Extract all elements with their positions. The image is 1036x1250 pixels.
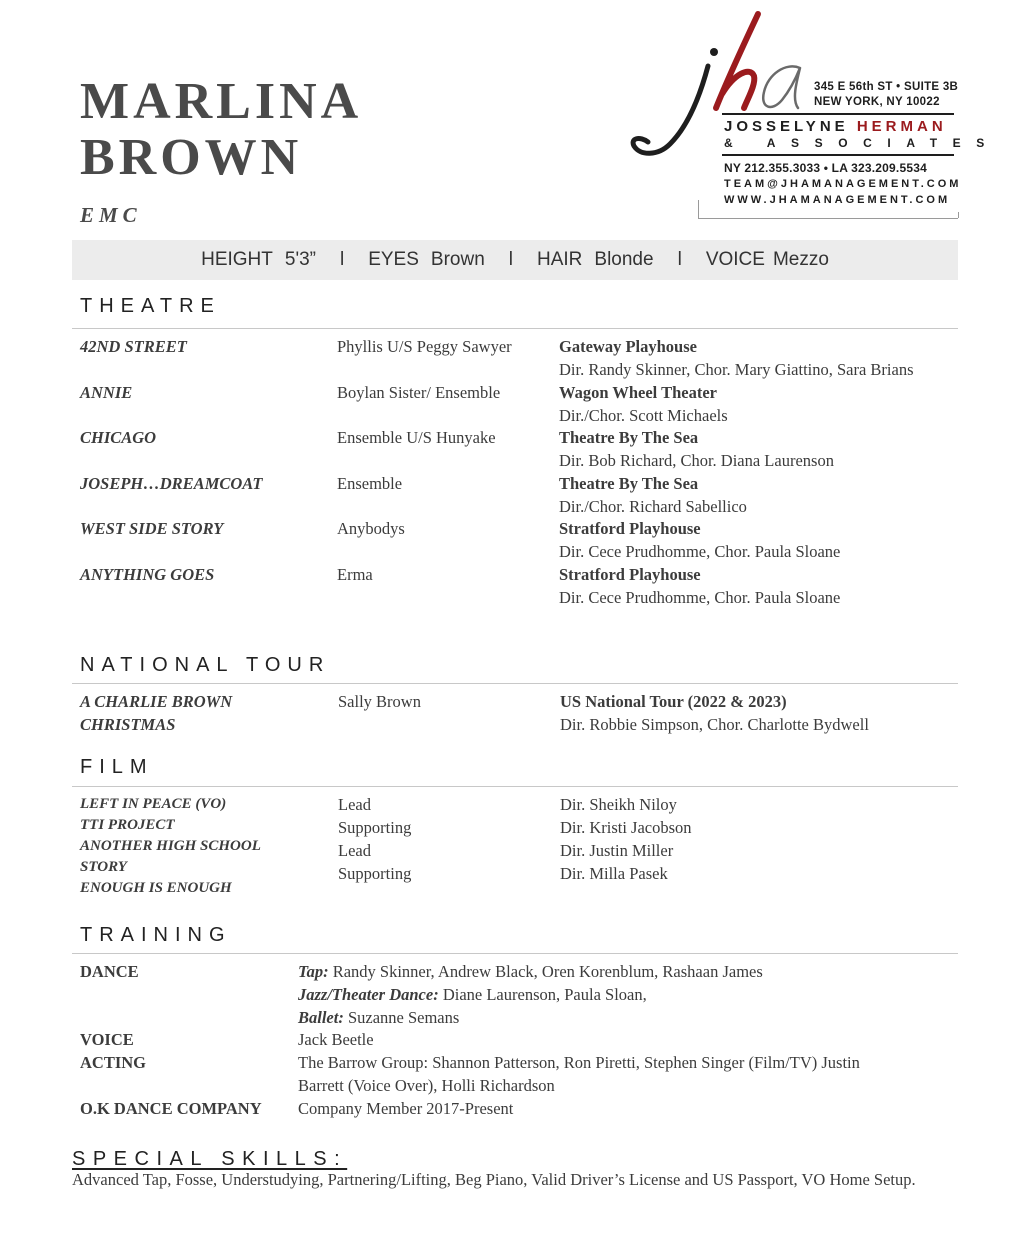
first-name: MARLINA — [80, 73, 363, 130]
film-director: Dir. Justin Miller — [560, 841, 674, 860]
venue: Wagon Wheel Theater — [559, 383, 717, 402]
film-heading: FILM — [80, 756, 154, 778]
agency-phones: NY 212.355.3033 • LA 323.209.5534 — [724, 161, 927, 175]
film-title: LEFT IN PEACE (VO) — [80, 796, 227, 812]
director: Dir. Bob Richard, Chor. Diana Laurenson — [559, 451, 834, 470]
section-rule — [72, 786, 958, 787]
role: Phyllis U/S Peggy Sawyer — [337, 337, 512, 356]
director: Dir./Chor. Richard Sabellico — [559, 497, 747, 516]
agency-divider — [722, 113, 954, 115]
film-title: TTI PROJECT — [80, 817, 175, 833]
section-rule — [72, 683, 958, 684]
director: Dir. Robbie Simpson, Chor. Charlotte Bydwell — [560, 715, 869, 734]
show-title: ANNIE — [80, 383, 133, 402]
venue: Stratford Playhouse — [559, 519, 701, 538]
agency-name: JOSSELYNE HERMAN — [724, 118, 947, 135]
national-tour-heading: NATIONAL TOUR — [80, 654, 331, 676]
director: Dir. Cece Prudhomme, Chor. Paula Sloane — [559, 588, 841, 607]
film-title: ANOTHER HIGH SCHOOL — [80, 838, 261, 854]
film-director: Dir. Milla Pasek — [560, 864, 668, 883]
last-name: BROWN — [80, 129, 303, 186]
venue: Stratford Playhouse — [559, 565, 701, 584]
training-company-value: Company Member 2017-Present — [298, 1099, 514, 1118]
role: Anybodys — [337, 519, 405, 538]
training-company-label: O.K DANCE COMPANY — [80, 1099, 262, 1118]
eyes-label: EYES — [368, 249, 419, 270]
voice-label: VOICE — [705, 249, 765, 270]
venue: Theatre By The Sea — [559, 474, 699, 493]
film-role: Lead — [338, 841, 371, 860]
stats-separator: l — [677, 249, 682, 270]
stats-separator: l — [508, 249, 513, 270]
agency-address: 345 E 56th ST • SUITE 3B NEW YORK, NY 10022 — [814, 81, 959, 108]
training-heading: TRAINING — [80, 924, 232, 946]
training-voice-teacher: Jack Beetle — [298, 1030, 374, 1049]
show-title: WEST SIDE STORY — [80, 519, 224, 538]
film-roles — [338, 793, 411, 885]
section-rule — [72, 328, 958, 329]
venue: Gateway Playhouse — [559, 337, 697, 356]
special-skills-text: Advanced Tap, Fosse, Understudying, Partnering/Lifting, Beg Piano, Valid Driver’s License and US Passport, VO Home Setup. — [72, 1170, 916, 1189]
agency-associates: & ASSOCIATES — [724, 136, 1000, 150]
film-titles — [80, 794, 261, 899]
film-title: ENOUGH IS ENOUGH — [80, 880, 232, 896]
hair-label: HAIR — [537, 249, 583, 270]
film-directors — [560, 793, 692, 885]
film-director: Dir. Kristi Jacobson — [560, 818, 692, 837]
role: Boylan Sister/ Ensemble — [337, 383, 501, 402]
role: Sally Brown — [338, 692, 421, 711]
agency-frame — [958, 212, 959, 218]
special-skills-heading: SPECIAL SKILLS: — [72, 1148, 348, 1170]
agency-frame — [698, 200, 699, 218]
hair-value: Blonde — [594, 249, 654, 270]
film-title: STORY — [80, 859, 127, 875]
agency-website: WWW.JHAMANAGEMENT.COM — [724, 194, 951, 206]
director: Dir. Randy Skinner, Chor. Mary Giattino, Sara Brians — [559, 360, 914, 379]
venue: US National Tour (2022 & 2023) — [560, 692, 787, 711]
training-acting-label: ACTING — [80, 1053, 147, 1072]
film-role: Supporting — [338, 818, 412, 837]
agency-email: TEAM@JHAMANAGEMENT.COM — [724, 178, 962, 190]
film-role: Supporting — [338, 864, 412, 883]
training-dance-label: DANCE — [80, 962, 139, 981]
agency-frame — [698, 218, 958, 219]
director: Dir./Chor. Scott Michaels — [559, 406, 728, 425]
eyes-value: Brown — [430, 249, 485, 270]
venue: Theatre By The Sea — [559, 428, 699, 447]
physical-stats-bar — [72, 240, 958, 280]
voice-value: Mezzo — [772, 249, 829, 270]
role: Ensemble — [337, 474, 403, 493]
role: Ensemble U/S Hunyake — [337, 428, 496, 447]
show-title: ANYTHING GOES — [80, 565, 215, 584]
section-rule — [72, 953, 958, 954]
director: Dir. Cece Prudhomme, Chor. Paula Sloane — [559, 542, 841, 561]
show-title: A CHARLIE BROWN CHRISTMAS — [80, 692, 233, 734]
show-title: JOSEPH…DREAMCOAT — [80, 474, 263, 493]
training-voice-label: VOICE — [80, 1030, 134, 1049]
role: Erma — [337, 565, 373, 584]
height-label: HEIGHT — [201, 249, 273, 270]
stats-separator: l — [339, 249, 345, 270]
union-status: EMC — [80, 203, 142, 227]
film-director: Dir. Sheikh Niloy — [560, 795, 677, 814]
training-dance-teachers: Tap: Randy Skinner, Andrew Black, Oren Korenblum, Rashaan James Jazz/Theater Dance: Diane Laurenson, Paula Sloan, Ballet: Suzanne Semans — [298, 962, 763, 1027]
show-title: CHICAGO — [80, 428, 157, 447]
height-value: 5'3” — [284, 249, 316, 270]
show-title: 42ND STREET — [80, 337, 187, 356]
film-role: Lead — [338, 795, 371, 814]
performer-name — [80, 74, 362, 186]
agency-divider — [722, 154, 954, 156]
training-acting-teachers: The Barrow Group: Shannon Patterson, Ron Piretti, Stephen Singer (Film/TV) Justin Barrett (Voice Over), Holli Richardson — [298, 1053, 860, 1095]
theatre-heading: THEATRE — [80, 295, 221, 317]
